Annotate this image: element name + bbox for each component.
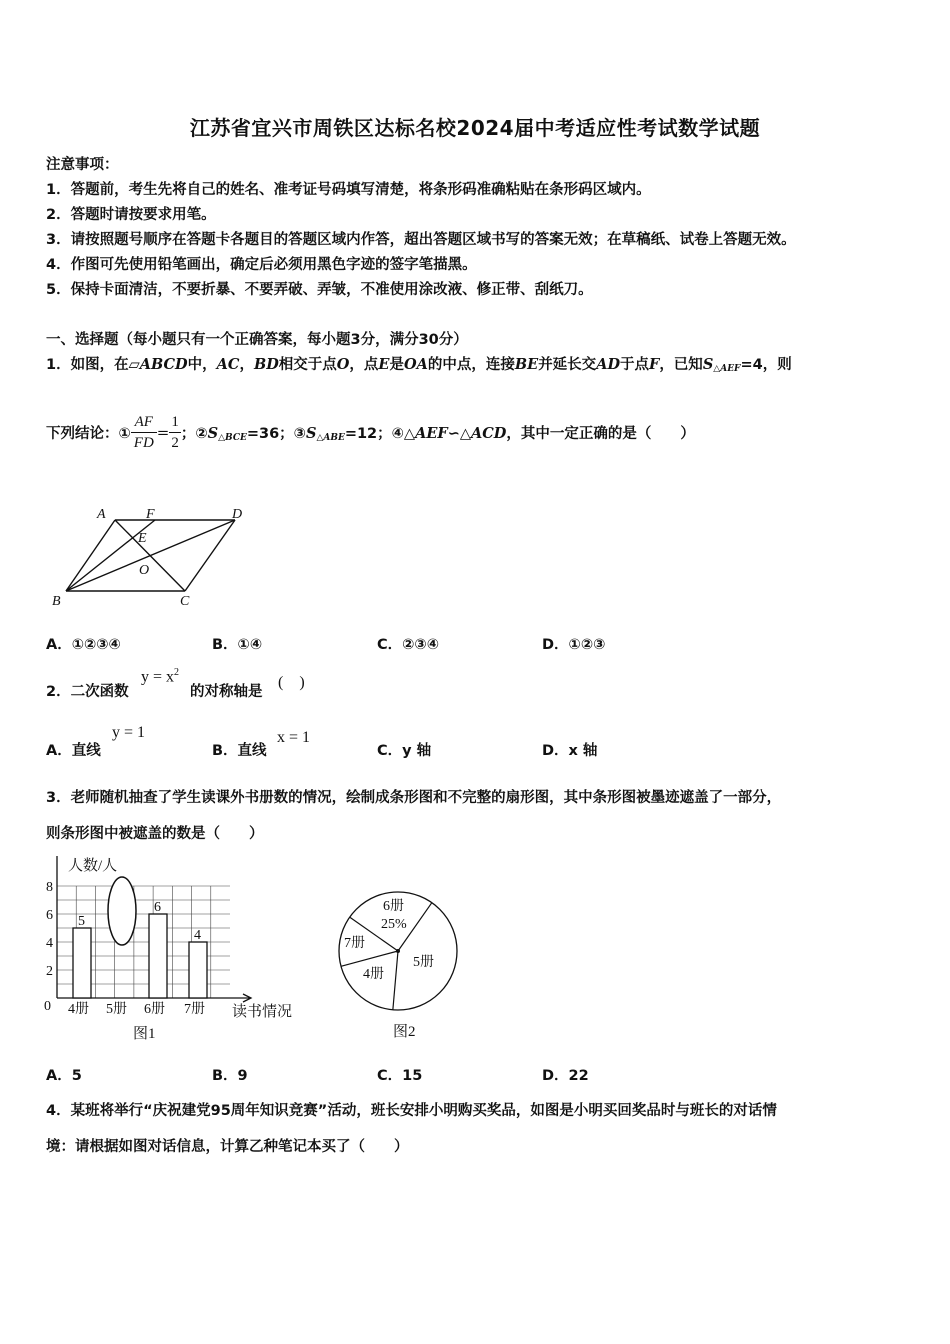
- bar: [189, 942, 207, 998]
- fraction-one-half: $\frac{1}{2}$: [171, 414, 179, 451]
- bar-ylabel: 人数/人: [68, 858, 118, 874]
- q2-paren: ( ): [278, 674, 305, 691]
- bar-value-label: 6: [154, 900, 161, 915]
- q2-option-a-math: y = 1: [112, 724, 146, 741]
- q4-stem-line2: 境：请根据如图对话信息，计算乙种笔记本买了（ ）: [46, 1139, 409, 1155]
- q3-option-a[interactable]: A．5: [46, 1068, 82, 1084]
- note-item: 1．答题前，考生先将自己的姓名、准考证号码填写清楚，将条形码准确粘贴在条形码区域内。: [46, 182, 651, 198]
- q2-stem-pre: 2．二次函数: [46, 684, 129, 700]
- q1-option-a[interactable]: A．①②③④: [46, 637, 121, 653]
- label-e: E: [138, 531, 147, 546]
- q3-option-c[interactable]: C．15: [377, 1068, 423, 1084]
- bar-category-label: 6册: [144, 1002, 165, 1017]
- bar-value-label: 4: [194, 928, 201, 943]
- q2-option-b-math: x = 1: [277, 729, 311, 746]
- q1-option-c[interactable]: C．②③④: [377, 637, 439, 653]
- q4-stem-line1: 4．某班将举行“庆祝建党95周年知识竞赛”活动，班长安排小明购买奖品，如图是小明买回奖品时与班长的对话情: [46, 1103, 777, 1119]
- notes-heading: 注意事项：: [46, 157, 119, 173]
- pie-center: [396, 949, 400, 953]
- note-item: 4．作图可先使用铅笔画出，确定后必须用黑色字迹的签字笔描黑。: [46, 257, 477, 273]
- pie-label-6: 6册: [383, 899, 404, 914]
- q1-stem-line1: 1．如图，在▱ABCD中，AC，BD相交于点O，点E是OA的中点，连接BE并延长交AD于点F，已知$S_{\triangle AEF}=4$，则: [46, 356, 792, 374]
- bar-ytick: 8: [46, 880, 53, 895]
- note-item: 2．答题时请按要求用笔。: [46, 207, 216, 223]
- bar-category-label: 5册: [106, 1002, 127, 1017]
- bar-ytick: 4: [46, 936, 53, 951]
- q2-option-a[interactable]: A．直线: [46, 743, 101, 759]
- bar-ytick: 2: [46, 964, 53, 979]
- note-item: 5．保持卡面清洁，不要折暴、不要弄破、弄皱，不准使用涂改液、修正带、刮纸刀。: [46, 282, 593, 298]
- bar-caption: 图1: [133, 1026, 156, 1042]
- ink-blot: [108, 877, 136, 945]
- bar: [149, 914, 167, 998]
- q2-formula: $y = x^2$: [141, 667, 180, 686]
- label-f: F: [146, 507, 155, 522]
- pie-label-25pct: 25%: [381, 917, 407, 932]
- q3-option-b[interactable]: B．9: [212, 1068, 248, 1084]
- note-item: 3．请按照题号顺序在答题卡各题目的答题区域内作答，超出答题区域书写的答案无效；在草稿纸、试卷上答题无效。: [46, 232, 796, 248]
- bar-category-label: 4册: [68, 1002, 89, 1017]
- bar-category-label: 7册: [184, 1002, 205, 1017]
- label-a: A: [97, 507, 106, 522]
- bar-xlabel: 读书情况: [232, 1004, 293, 1020]
- q3-stem-line1: 3．老师随机抽查了学生读课外书册数的情况，绘制成条形图和不完整的扇形图，其中条形图被墨迹遮盖了一部分，: [46, 790, 782, 806]
- bar: [73, 928, 91, 998]
- label-b: B: [52, 594, 61, 609]
- q3-stem-line2: 则条形图中被遮盖的数是（ ）: [46, 826, 264, 842]
- q2-option-d[interactable]: D．x 轴: [542, 743, 598, 759]
- label-c: C: [180, 594, 190, 609]
- pie-chart: [330, 885, 470, 1045]
- bar-ytick: 6: [46, 908, 53, 923]
- bar-value-label: 5: [78, 914, 85, 929]
- page-title: 江苏省宜兴市周铁区达标名校2024届中考适应性考试数学试题: [189, 116, 761, 140]
- q1-option-d[interactable]: D．①②③: [542, 637, 606, 653]
- label-o: O: [139, 563, 150, 578]
- bar-chart: [38, 850, 308, 1050]
- q2-stem-post: 的对称轴是: [190, 684, 263, 700]
- label-d: D: [232, 507, 243, 522]
- section-heading: 一、选择题（每小题只有一个正确答案，每小题3分，满分30分）: [46, 332, 468, 348]
- pie-divider: [341, 951, 398, 966]
- pie-divider: [393, 951, 398, 1010]
- q2-option-b[interactable]: B．直线: [212, 743, 267, 759]
- q3-option-d[interactable]: D．22: [542, 1068, 589, 1084]
- bar-ytick: 0: [44, 999, 51, 1014]
- pie-label-4: 4册: [363, 967, 384, 982]
- fraction-af-fd: $\frac{AF}{FD}$: [131, 412, 157, 453]
- pie-caption: 图2: [393, 1024, 416, 1040]
- q1-stem-line2: 下列结论：① $\frac{AF}{FD}$ = $\frac{1}{2}$ ；$②S_{\triangle BCE}=36$；$③S_{\triangle ABE}=12$；④△AEF∽△ACD，其中一定正确的是（ ）: [46, 414, 695, 451]
- pie-label-7: 7册: [344, 936, 365, 951]
- parallelogram-figure: [40, 500, 260, 615]
- pie-label-5: 5册: [413, 955, 434, 970]
- q2-option-c[interactable]: C．y 轴: [377, 743, 432, 759]
- q1-option-b[interactable]: B．①④: [212, 637, 263, 653]
